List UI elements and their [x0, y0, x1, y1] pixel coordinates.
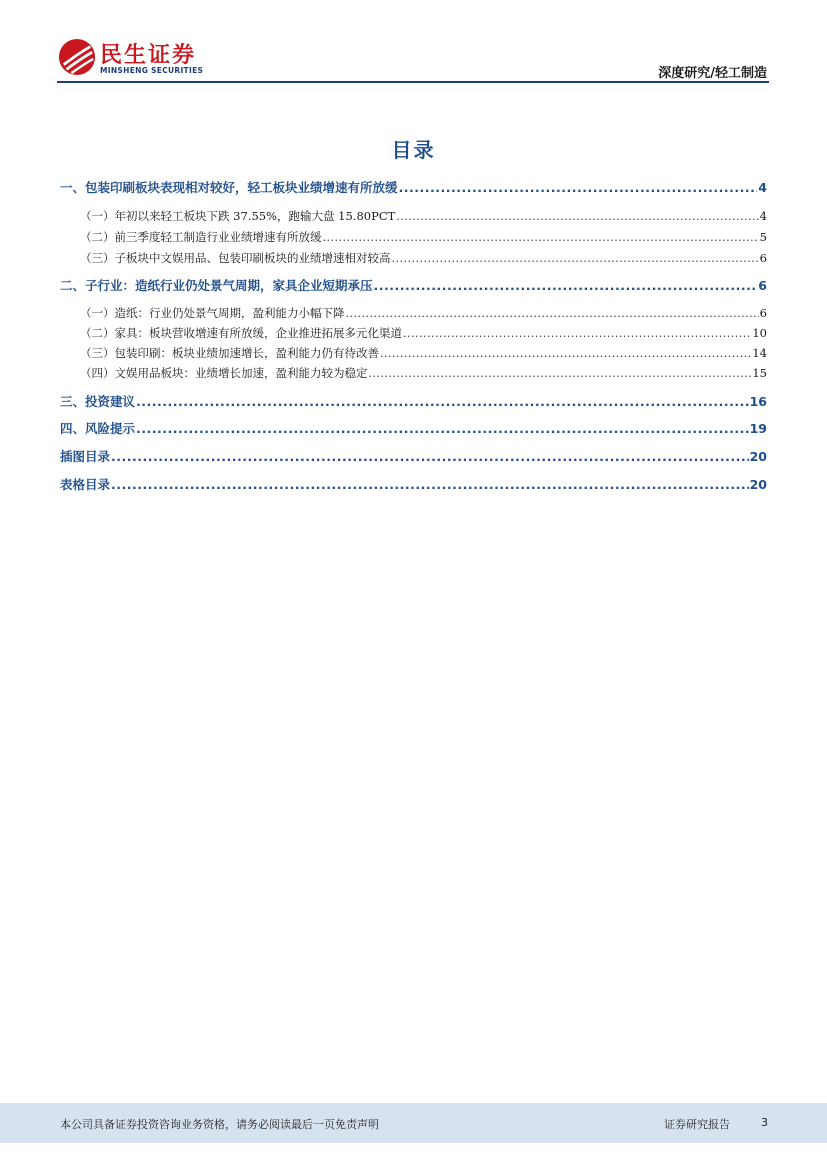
toc-entry-text: （四）文娱用品板块：业绩增长加速，盈利能力较为稳定 [80, 366, 368, 380]
toc-leader [403, 327, 751, 340]
toc-entry-text: （一）造纸：行业仍处景气周期，盈利能力小幅下降 [80, 306, 345, 320]
toc-leader [346, 307, 759, 320]
toc-entry-text: （三）包装印刷：板块业绩加速增长，盈利能力仍有待改善 [80, 346, 379, 360]
toc-leader [380, 347, 751, 360]
toc-entry-text: 二、子行业：造纸行业仍处景气周期，家具企业短期承压 [60, 278, 373, 293]
page-footer [0, 1103, 827, 1143]
toc-entry-text: 三、投资建议 [60, 394, 136, 409]
toc-leader [136, 394, 749, 409]
toc-entry-text: 四、风险提示 [60, 421, 136, 436]
company-logo [58, 36, 208, 80]
toc-leader [399, 180, 758, 195]
toc-leader [111, 477, 749, 492]
toc-entry-1-2[interactable] [80, 229, 767, 245]
toc-entry-text: （三）子板块中文娱用品、包装印刷板块的业绩增速相对较高 [80, 251, 391, 265]
toc-entry-2-2[interactable] [80, 325, 767, 341]
toc-leader [396, 210, 758, 223]
toc-entry-page: 6 [759, 306, 767, 320]
toc-entry-page: 6 [758, 278, 767, 293]
toc-entry-1-3[interactable] [80, 250, 767, 266]
page-header [0, 0, 827, 85]
toc-entry-page: 6 [759, 251, 767, 265]
toc-entry-page: 20 [749, 449, 767, 464]
toc-entry-page: 14 [752, 346, 767, 360]
toc-entry-page: 15 [752, 366, 767, 380]
toc-entry-text: 一、包装印刷板块表现相对较好，轻工板块业绩增速有所放缓 [60, 180, 398, 195]
toc-entry-page: 5 [759, 230, 767, 244]
toc-entry-2-3[interactable] [80, 345, 767, 361]
toc-leader [111, 449, 749, 464]
toc-leader [392, 252, 759, 265]
toc-leader [369, 367, 752, 380]
footer-report-type: 证券研究报告 [664, 1118, 730, 1131]
toc-entry-2-4[interactable] [80, 365, 767, 381]
toc-leader [323, 231, 759, 244]
toc-leader [374, 278, 758, 293]
toc-entry-page: 19 [749, 421, 767, 436]
toc-entry-section-3[interactable] [60, 392, 767, 410]
toc-entry-1-1[interactable] [80, 208, 767, 224]
brand-name-en: MINSHENG SECURITIES [100, 66, 204, 75]
toc-entry-text: 插图目录 [60, 449, 111, 464]
footer-disclaimer: 本公司具备证券投资咨询业务资格，请务必阅读最后一页免责声明 [60, 1118, 379, 1131]
toc-entry-page: 4 [759, 209, 767, 223]
header-divider [57, 81, 769, 83]
toc-entry-text: 表格目录 [60, 477, 111, 492]
footer-page-number: 3 [761, 1116, 768, 1129]
toc-entry-page: 4 [758, 180, 767, 195]
toc-leader [136, 421, 749, 436]
toc-entry-tables[interactable] [60, 475, 767, 493]
toc-entry-page: 16 [749, 394, 767, 409]
brand-name-cn: 民生证券 [100, 43, 197, 68]
toc-entry-figures[interactable] [60, 447, 767, 465]
minsheng-logo-icon [58, 38, 96, 76]
toc-entry-section-1[interactable] [60, 178, 767, 196]
toc-entry-2-1[interactable] [80, 305, 767, 321]
toc-entry-text: （二）前三季度轻工制造行业业绩增速有所放缓 [80, 230, 322, 244]
toc-entry-section-4[interactable] [60, 419, 767, 437]
toc-title: 目录 [391, 138, 436, 162]
toc-entry-page: 20 [749, 477, 767, 492]
toc-entry-page: 10 [752, 326, 767, 340]
toc-entry-text: （一）年初以来轻工板块下跌 37.55%，跑输大盘 15.80PCT [80, 209, 396, 223]
report-section: 深度研究/轻工制造 [658, 66, 767, 81]
toc-entry-text: （二）家具：板块营收增速有所放缓，企业推进拓展多元化渠道 [80, 326, 402, 340]
toc-entry-section-2[interactable] [60, 276, 767, 294]
